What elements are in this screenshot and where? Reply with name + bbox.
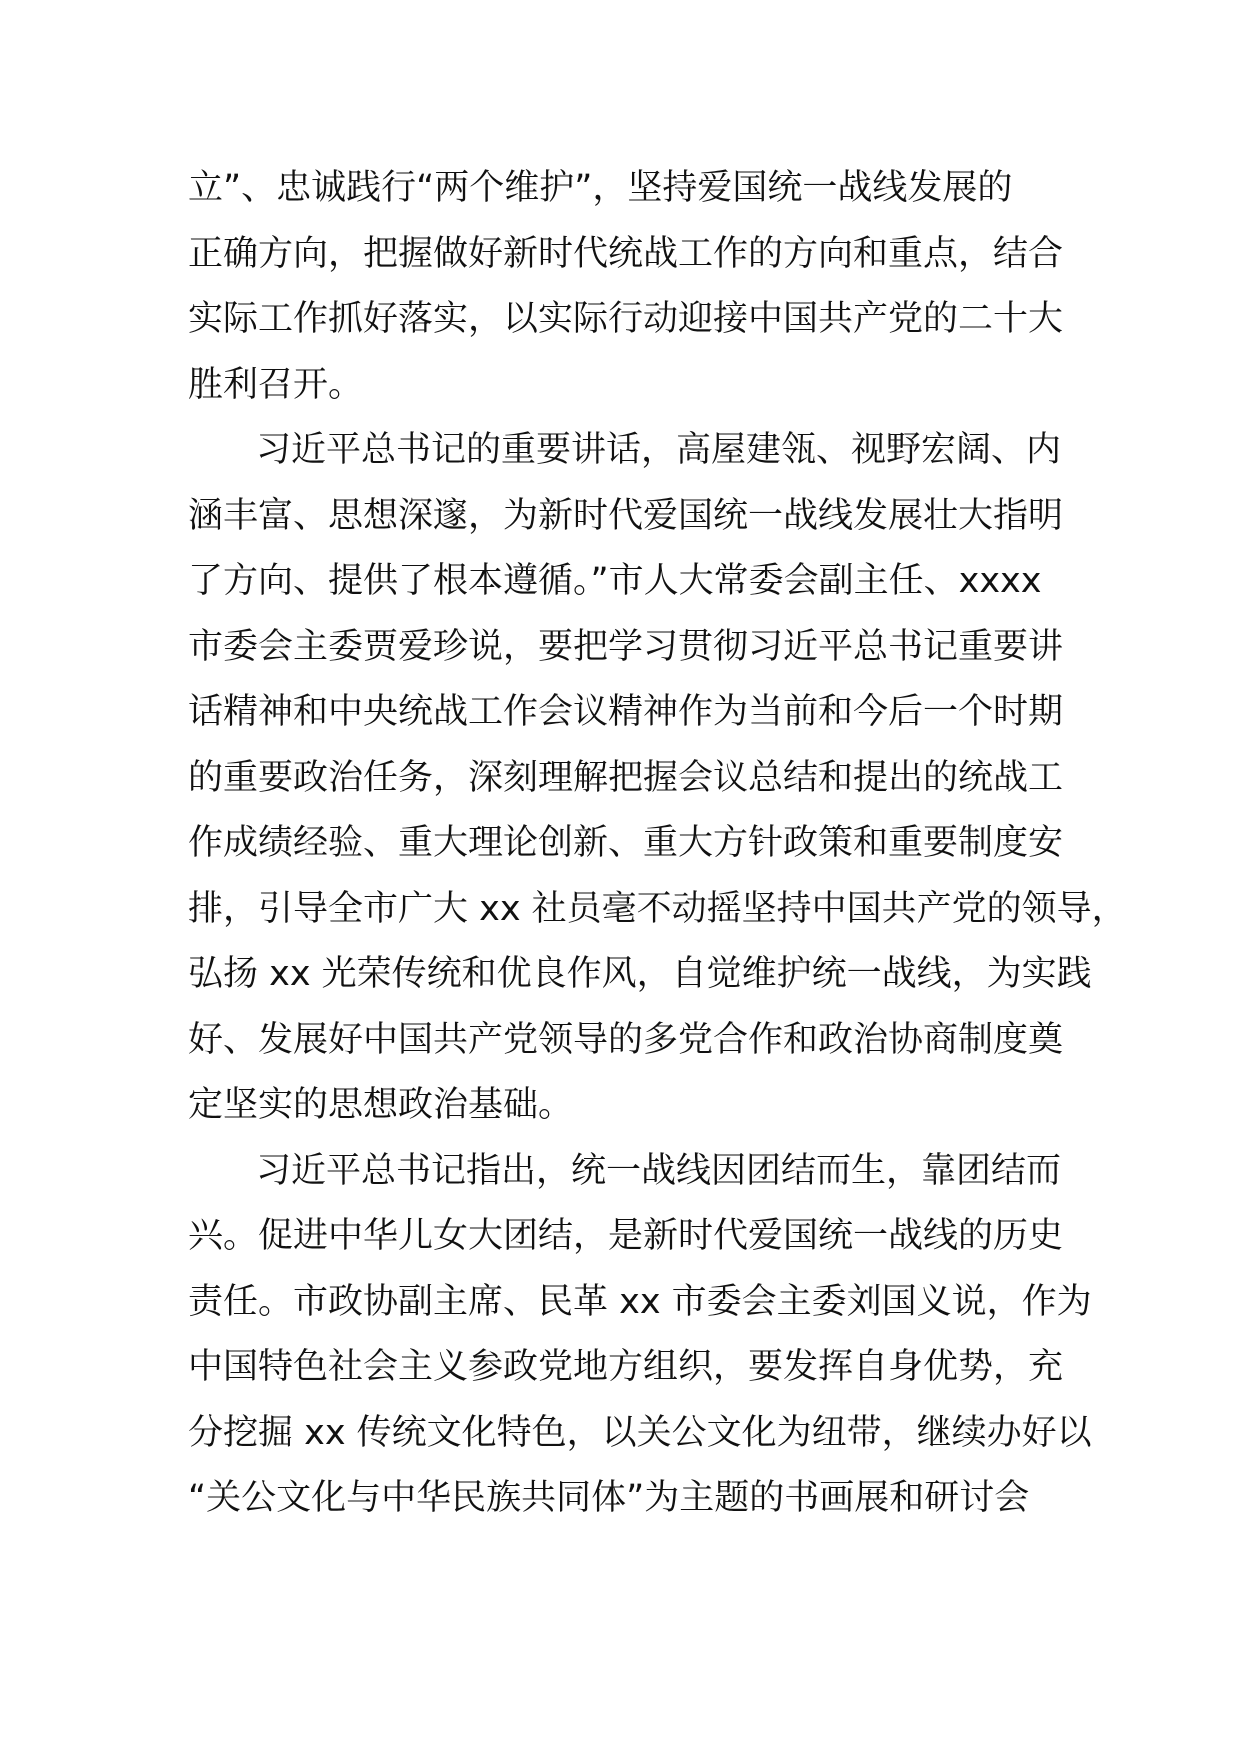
text-line: 弘扬 xx 光荣传统和优良作风，自觉维护统一战线，为实践	[188, 954, 1092, 994]
text-line: 立”、忠诚践行“两个维护”，坚持爱国统一战线发展的	[188, 168, 1013, 208]
paragraph-2	[188, 418, 1127, 1139]
text-line: 正确方向，把握做好新时代统战工作的方向和重点，结合	[188, 233, 1064, 274]
text-line: 排，引导全市广大 xx 社员毫不动摇坚持中国共产党的领导，	[188, 888, 1127, 929]
text-line: 习近平总书记指出，统一战线因团结而生，靠团结而	[256, 1150, 1062, 1191]
text-line: 习近平总书记的重要讲话，高屋建瓴、视野宏阔、内	[256, 430, 1062, 470]
text-line: 作成绩经验、重大理论创新、重大方针政策和重要制度安	[188, 823, 1064, 863]
text-line: 涵丰富、思想深邃，为新时代爱国统一战线发展壮大指明	[188, 495, 1064, 536]
text-line: 话精神和中央统战工作会议精神作为当前和今后一个时期	[188, 692, 1064, 732]
text-line: 分挖掘 xx 传统文化特色，以关公文化为纽带，继续办好以	[188, 1412, 1092, 1453]
text-line: 定坚实的思想政治基础。	[188, 1085, 574, 1125]
text-line: 实际工作抓好落实，以实际行动迎接中国共产党的二十大	[188, 299, 1064, 339]
text-line: 市委会主委贾爱珍说，要把学习贯彻习近平总书记重要讲	[188, 626, 1064, 667]
paragraph-1	[188, 156, 1064, 418]
text-line: 好、发展好中国共产党领导的多党合作和政治协商制度奠	[188, 1019, 1064, 1060]
text-line: 责任。市政协副主席、民革 xx 市委会主委刘国义说，作为	[188, 1281, 1092, 1322]
text-line: 的重要政治任务，深刻理解把握会议总结和提出的统战工	[188, 757, 1064, 798]
paragraph-3	[188, 1139, 1092, 1532]
text-line: 了方向、提供了根本遵循。”市人大常委会副主任、xxxx	[188, 561, 1042, 601]
text-line: 兴。促进中华儿女大团结，是新时代爱国统一战线的历史	[188, 1216, 1064, 1256]
text-line: 中国特色社会主义参政党地方组织，要发挥自身优势，充	[188, 1347, 1064, 1387]
text-line: “关公文化与中华民族共同体”为主题的书画展和研讨会	[188, 1478, 1030, 1518]
body-text	[188, 156, 1127, 1532]
text-line: 胜利召开。	[188, 364, 364, 405]
